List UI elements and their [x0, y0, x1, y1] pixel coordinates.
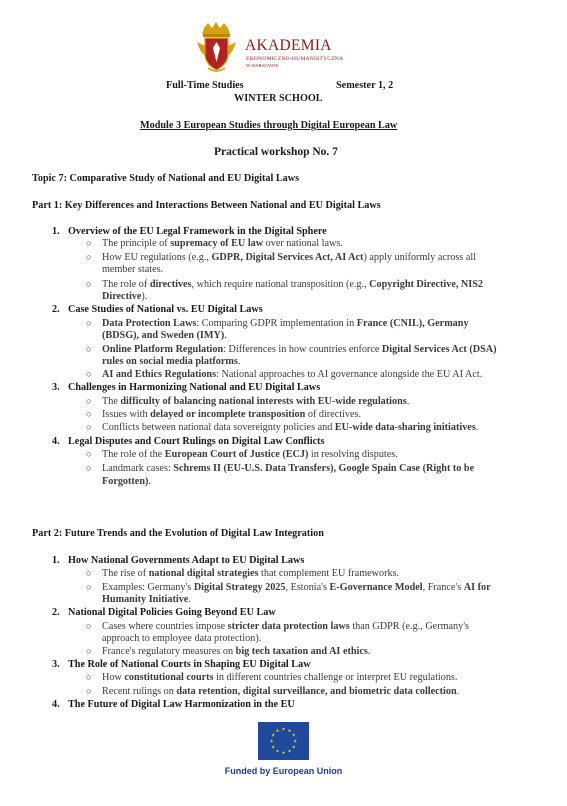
list-line: The difficulty of balancing national interests with EU-wide regulations.: [102, 396, 410, 407]
list-line: Cases where countries impose stricter data protection laws than GDPR (e.g., Germany's: [102, 621, 470, 632]
bullet-icon: ○: [86, 252, 92, 262]
svg-text:★: ★: [287, 729, 292, 734]
list-line: Directive).: [102, 291, 148, 302]
svg-text:★: ★: [291, 745, 296, 751]
list-line: How constitutional courts in different countries challenge or interpret EU regulations.: [102, 672, 458, 683]
list-line: Recent rulings on data retention, digital surveillance, and biometric data collection.: [102, 686, 460, 697]
list-line: Online Platform Regulation: Differences in how countries enforce Digital Services Act (DSA): [102, 344, 497, 355]
bullet-icon: ○: [86, 318, 92, 328]
list-line: AI and Ethics Regulations: National approaches to AI governance alongside the EU AI Act.: [102, 369, 483, 380]
workshop-title: Practical workshop No. 7: [214, 146, 338, 158]
svg-text:★: ★: [281, 751, 286, 757]
svg-text:★: ★: [275, 729, 280, 734]
list-line: The role of directives, which require national transposition (e.g., Copyright Directive, NIS2: [102, 279, 484, 290]
bullet-icon: ○: [86, 369, 92, 379]
bullet-icon: ○: [86, 621, 92, 631]
part1-item-number: 2.: [52, 304, 60, 315]
part2-heading: Part 2: Future Trends and the Evolution of Digital Law Integration: [32, 528, 324, 539]
study-mode: Full-Time Studies: [166, 80, 244, 91]
svg-text:★: ★: [271, 745, 276, 751]
part2-item-title: The Future of Digital Law Harmonization in the EU: [68, 699, 295, 710]
list-line: Examples: Germany's Digital Strategy 2025, Estonia's E-Governance Model, France's AI for: [102, 582, 491, 593]
part1-item-number: 3.: [52, 382, 60, 393]
list-line: Landmark cases: Schrems II (EU-U.S. Data Transfers), Google Spain Case (Right to be: [102, 463, 475, 474]
part1-heading: Part 1: Key Differences and Interactions Between National and EU Digital Laws: [32, 200, 381, 211]
bullet-icon: ○: [86, 463, 92, 473]
part1-item-number: 1.: [52, 226, 60, 237]
list-line: France's regulatory measures on big tech taxation and AI ethics.: [102, 646, 371, 657]
svg-text:★: ★: [281, 727, 286, 733]
list-line: Issues with delayed or incomplete transposition of directives.: [102, 409, 362, 420]
list-line: approach to employee data protection).: [102, 633, 262, 644]
module-title: Module 3 European Studies through Digital European Law: [140, 120, 398, 131]
semester: Semester 1, 2: [336, 80, 394, 91]
part2-item-title: The Role of National Courts in Shaping EU Digital Law: [68, 659, 311, 670]
academy-logo: [196, 22, 386, 78]
bullet-icon: ○: [86, 422, 92, 432]
eu-flag-icon: [258, 722, 309, 760]
list-line: Data Protection Laws: Comparing GDPR implementation in France (CNIL), Germany: [102, 318, 469, 329]
svg-text:★: ★: [269, 739, 274, 745]
topic-title: Topic 7: Comparative Study of National and EU Digital Laws: [32, 173, 300, 184]
bullet-icon: ○: [86, 344, 92, 354]
funded-by-eu-label: Funded by European Union: [224, 766, 343, 776]
svg-text:★: ★: [287, 749, 292, 755]
list-line: The principle of supremacy of EU law over national laws.: [102, 238, 343, 249]
part1-item-title: Challenges in Harmonizing National and EU Digital Laws: [68, 382, 321, 393]
logo-subtitle: EKONOMICZNO-HUMANISTYCZNA: [246, 56, 344, 62]
part1-item-title: Legal Disputes and Court Rulings on Digital Law Conflicts: [68, 436, 325, 447]
part2-item-number: 4.: [52, 699, 60, 710]
school-name: WINTER SCHOOL: [234, 93, 323, 104]
list-line: Humanity Initiative.: [102, 594, 191, 605]
list-line: The rise of national digital strategies that complement EU frameworks.: [102, 568, 400, 579]
part2-item-number: 3.: [52, 659, 60, 670]
list-line: Conflicts between national data sovereignty policies and EU-wide data-sharing initiatives.: [102, 422, 479, 433]
bullet-icon: ○: [86, 568, 92, 578]
bullet-icon: ○: [86, 409, 92, 419]
svg-text:★: ★: [293, 739, 298, 745]
svg-text:★: ★: [275, 749, 280, 755]
bullet-icon: ○: [86, 672, 92, 682]
list-line: How EU regulations (e.g., GDPR, Digital Services Act, AI Act) apply uniformly across all: [102, 252, 477, 263]
bullet-icon: ○: [86, 238, 92, 248]
bullet-icon: ○: [86, 686, 92, 696]
part2-item-title: National Digital Policies Going Beyond EU Law: [68, 607, 276, 618]
part2-item-number: 1.: [52, 555, 60, 566]
part2-item-number: 2.: [52, 607, 60, 618]
list-line: The role of the European Court of Justice (ECJ) in resolving disputes.: [102, 449, 398, 460]
part2-item-title: How National Governments Adapt to EU Digital Laws: [68, 555, 305, 566]
part1-item-title: Case Studies of National vs. EU Digital Laws: [68, 304, 263, 315]
bullet-icon: ○: [86, 582, 92, 592]
part1-item-number: 4.: [52, 436, 60, 447]
part1-item-title: Overview of the EU Legal Framework in the Digital Sphere: [68, 226, 327, 237]
logo-city: W WARSZAWIE: [246, 63, 279, 68]
logo-title: AKADEMIA: [245, 37, 332, 54]
bullet-icon: ○: [86, 646, 92, 656]
svg-text:★: ★: [271, 733, 276, 739]
bullet-icon: ○: [86, 396, 92, 406]
svg-text:★: ★: [291, 733, 296, 739]
list-line: Forgotten).: [102, 476, 151, 487]
list-line: rules on social media platforms.: [102, 356, 241, 367]
bullet-icon: ○: [86, 449, 92, 459]
bullet-icon: ○: [86, 279, 92, 289]
list-line: (BDSG), and Sweden (IMY).: [102, 330, 227, 341]
list-line: member states.: [102, 264, 164, 275]
crest-icon: [196, 22, 242, 74]
